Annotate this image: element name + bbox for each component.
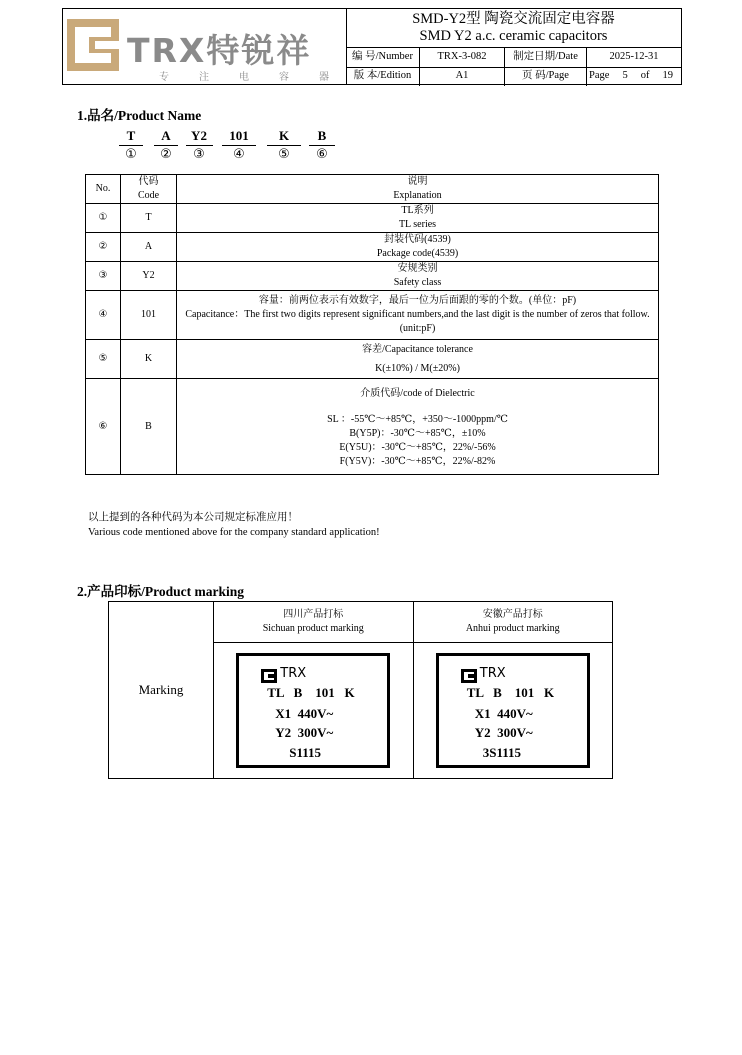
row-no: ⑤ — [86, 340, 121, 379]
row-explanation — [177, 379, 659, 475]
code-part-number: ⑥ — [316, 147, 328, 162]
anhui-marking-cell — [413, 643, 613, 779]
explanation-cn: 容差/Capacitance tolerance — [362, 343, 473, 355]
number-value: TRX-3-082 — [420, 48, 505, 67]
trx-logo-icon — [261, 669, 277, 683]
explanation-cn: 封装代码(4539) — [384, 234, 451, 245]
code-underline — [309, 145, 335, 146]
code-part-number: ② — [160, 147, 172, 162]
logo-slogan-char: 注 — [199, 72, 209, 83]
section-title-product-name: 1.品名/Product Name — [77, 108, 202, 123]
explanation-en: Capacitance：The first two digits represent significant numbers,and the last digit is the number of zeros that follow.(unit:pF) — [185, 309, 650, 334]
marking-line: Y2 300V~ — [474, 725, 533, 740]
dielectric-line: B(Y5P)：-30℃～+85℃，±10% — [349, 427, 486, 439]
header-explanation-en: Explanation — [393, 190, 442, 201]
marking-line: TL B 101 K — [466, 685, 555, 700]
sichuan-marking-cell — [214, 643, 414, 779]
table-row — [86, 340, 659, 379]
page-of: of — [640, 70, 650, 81]
row-code: A — [121, 233, 177, 262]
row-no: ⑥ — [86, 379, 121, 475]
sichuan-marking-sample — [236, 653, 390, 768]
row-code: 101 — [121, 291, 177, 340]
title-en: SMD Y2 a.c. ceramic capacitors — [419, 28, 608, 44]
code-part-letter: Y2 — [191, 128, 207, 143]
explanation-cn: 安规类别 — [397, 263, 438, 274]
code-underline — [154, 145, 178, 146]
row-no: ② — [86, 233, 121, 262]
table-row — [86, 262, 659, 291]
anhui-header-cn: 安徽产品打标 — [482, 609, 543, 620]
row-code: T — [121, 204, 177, 233]
marking-line: Y2 300V~ — [275, 725, 334, 740]
sichuan-header-cn: 四川产品打标 — [283, 609, 344, 620]
anhui-header-en: Anhui product marking — [465, 623, 560, 634]
table-row — [86, 204, 659, 233]
edition-label: 版 本/Edition — [346, 67, 420, 86]
header-no: No. — [86, 175, 121, 204]
header-explanation-cn: 说明 — [407, 176, 428, 187]
row-explanation — [177, 340, 659, 379]
logo-text: TRX特锐祥 — [127, 31, 312, 70]
explanation-cn: 介质代码/code of Dielectric — [360, 387, 475, 399]
code-underline — [186, 145, 213, 146]
anhui-marking-sample — [436, 653, 590, 768]
sichuan-header-en: Sichuan product marking — [262, 623, 364, 634]
marking-line: 3S1115 — [482, 745, 522, 760]
table-row — [86, 291, 659, 340]
standard-note — [88, 510, 380, 540]
code-underline — [267, 145, 301, 146]
header-code-cn: 代码 — [138, 176, 159, 187]
section-title-product-marking: 2.产品印标/Product marking — [77, 584, 245, 599]
number-label: 编 号/Number — [346, 48, 420, 67]
logo-slogan-char: 容 — [279, 72, 289, 83]
marking-logo-text: TRX — [479, 666, 506, 681]
marking-line: S1115 — [289, 745, 322, 760]
code-part-letter: A — [161, 128, 171, 143]
marking-line: TL B 101 K — [267, 685, 355, 700]
explanation-en: TL series — [398, 219, 437, 230]
edition-value: A1 — [420, 67, 505, 86]
explanation-cn: 容量：前两位表示有效数字，最后一位为后面跟的零的个数。(单位：pF) — [258, 295, 577, 306]
row-no: ④ — [86, 291, 121, 340]
trx-logo-icon — [67, 19, 119, 71]
logo-slogan-char: 电 — [239, 72, 249, 83]
date-value: 2025-12-31 — [609, 51, 659, 62]
table-row — [86, 233, 659, 262]
header-code-en: Code — [137, 190, 160, 201]
header-row-edition — [346, 67, 681, 86]
date-label: 制定日期/Date — [505, 48, 587, 67]
header-explanation — [177, 175, 659, 204]
logo-slogan-char: 器 — [319, 72, 329, 83]
page-number: 5 — [622, 70, 628, 81]
row-no: ① — [86, 204, 121, 233]
table-row — [86, 379, 659, 475]
title-cn: SMD-Y2型 陶瓷交流固定电容器 — [412, 11, 615, 27]
row-explanation — [177, 291, 659, 340]
code-part-letter: 101 — [229, 128, 249, 143]
product-marking-table — [108, 601, 613, 779]
code-part-number: ⑤ — [278, 147, 290, 162]
page-label: 页 码/Page — [505, 67, 587, 86]
anhui-header — [413, 602, 613, 643]
marking-line: X1 440V~ — [275, 706, 334, 721]
product-code-table — [85, 174, 659, 475]
row-explanation — [177, 204, 659, 233]
page-word: Page — [589, 70, 610, 81]
table-header-row — [86, 175, 659, 204]
trx-logo-icon — [461, 669, 477, 683]
code-part-number: ③ — [193, 147, 205, 162]
marking-header-row — [109, 602, 613, 643]
marking-logo — [261, 668, 331, 684]
header-row-number — [346, 48, 681, 68]
sichuan-header — [214, 602, 414, 643]
spacer — [179, 401, 656, 413]
logo-slogan-char: 专 — [159, 72, 169, 83]
dielectric-line: E(Y5U)：-30℃～+85℃，22%/-56% — [339, 441, 496, 453]
code-underline — [222, 145, 256, 146]
row-code: Y2 — [121, 262, 177, 291]
document-header — [62, 8, 682, 85]
marking-logo-text: TRX — [280, 666, 307, 681]
row-code: K — [121, 340, 177, 379]
page-value — [587, 67, 681, 86]
logo-slogan — [159, 68, 329, 83]
product-code-breakdown — [0, 128, 742, 168]
marking-logo — [461, 668, 531, 684]
explanation-en: Safety class — [393, 277, 442, 288]
row-code: B — [121, 379, 177, 475]
marking-line: X1 440V~ — [474, 706, 533, 721]
code-part-number: ④ — [233, 147, 245, 162]
marking-row-label: Marking — [109, 602, 214, 779]
dielectric-line: SL ：-55℃～+85℃，+350～-1000ppm/℃ — [327, 413, 508, 425]
company-logo — [63, 9, 347, 84]
document-title — [346, 9, 681, 48]
code-part-letter: K — [278, 128, 290, 143]
dielectric-line: F(Y5V)：-30℃～+85℃，22%/-82% — [339, 455, 496, 467]
row-explanation — [177, 262, 659, 291]
explanation-cn: TL系列 — [401, 205, 434, 216]
note-cn: 以上提到的各种代码为本公司规定标准应用！ — [88, 512, 298, 523]
header-info — [346, 9, 681, 84]
row-explanation — [177, 233, 659, 262]
code-underline — [119, 145, 143, 146]
code-part-letter: B — [317, 128, 327, 143]
row-no: ③ — [86, 262, 121, 291]
page-total: 19 — [662, 70, 673, 81]
code-part-number: ① — [125, 147, 137, 162]
explanation-en: Package code(4539) — [376, 248, 459, 259]
explanation-en: K(±10%) / M(±20%) — [375, 362, 460, 374]
code-part-letter: T — [126, 128, 136, 143]
header-code — [121, 175, 177, 204]
note-en: Various code mentioned above for the company standard application! — [88, 527, 380, 538]
